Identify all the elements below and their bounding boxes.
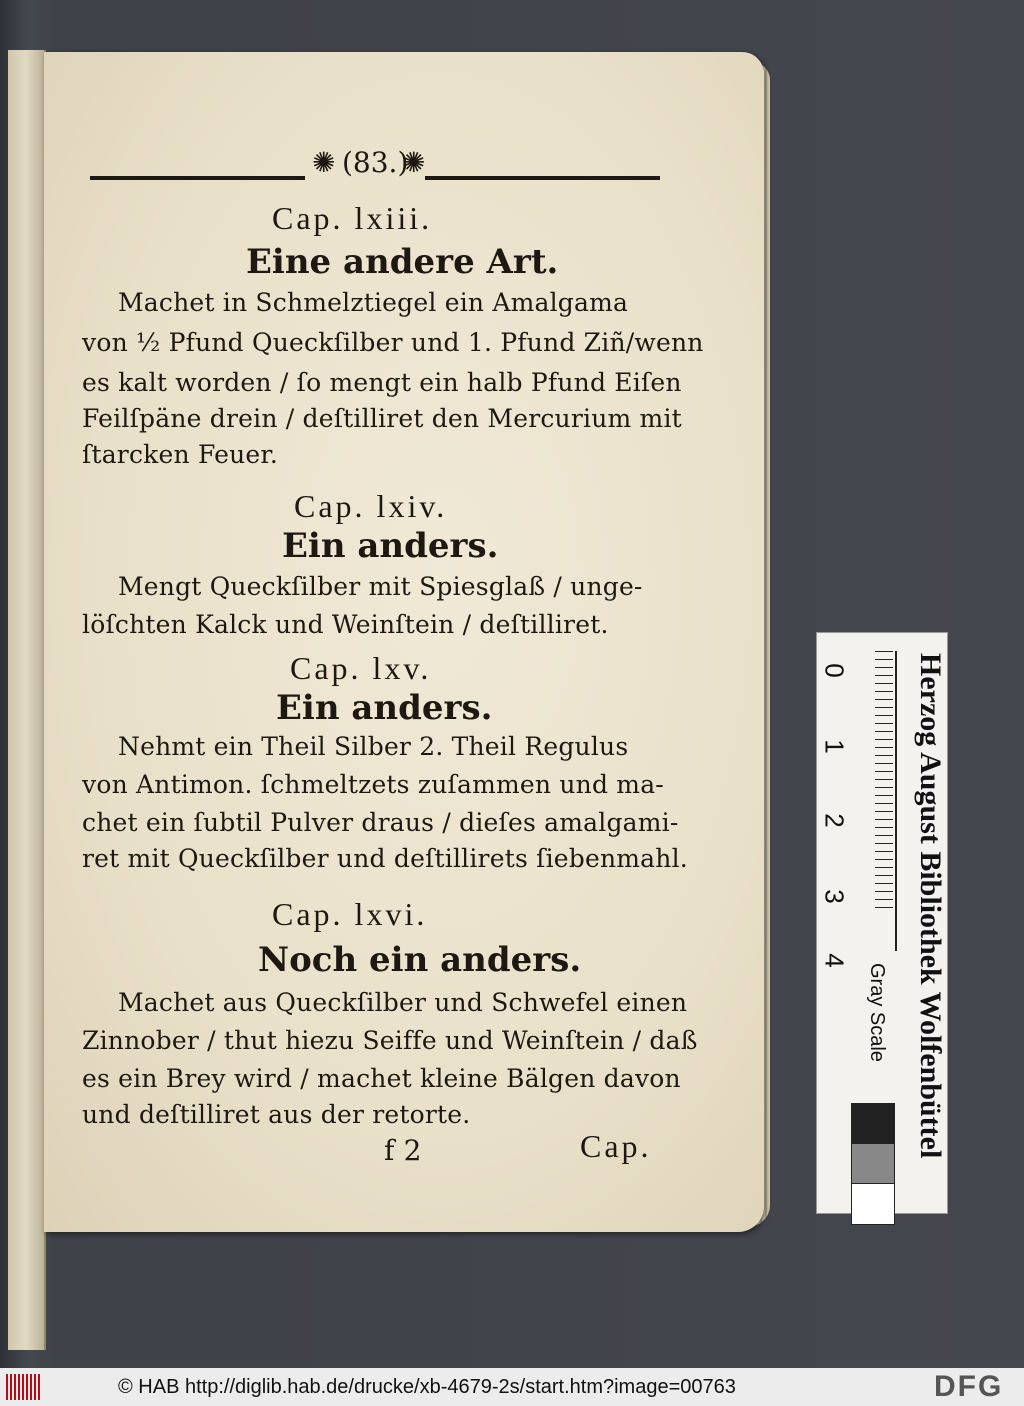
section-title: Ein anders. — [276, 688, 493, 728]
ruler-number: 3 — [819, 889, 850, 904]
text-line: von Antimon. ſchmeltzets zuſammen und ma- — [82, 770, 664, 799]
cap-heading: Cap. lxiv. — [294, 488, 448, 524]
library-brand: Herzog August Bibliothek Wolfenbüttel — [914, 653, 947, 1159]
gray-swatch-dark — [851, 1103, 895, 1145]
text-line: Machet aus Queckſilber und Schwefel einen — [118, 988, 688, 1017]
text-line: löſchten Kalck und Weinſtein / deſtilliret. — [82, 610, 609, 639]
text-line: Mengt Queckſilber mit Spiesglaß / unge- — [118, 572, 643, 601]
text-line: Feilſpäne drein / deſtilliret den Mercurium mit — [82, 404, 682, 433]
ornament-right-icon: ✺ — [402, 146, 426, 179]
header-rule-right — [425, 176, 660, 180]
signature-mark: f 2 — [384, 1134, 422, 1167]
ruler-number: 2 — [819, 813, 850, 828]
cap-heading: Cap. lxv. — [290, 650, 432, 686]
text-line: es kalt worden / ſo mengt ein halb Pfund Eiſen — [82, 368, 682, 397]
section-title: Eine andere Art. — [246, 242, 559, 282]
ruler-number: 4 — [819, 953, 850, 968]
page-number: (83.) — [342, 146, 409, 179]
text-line: es ein Brey wird / machet kleine Bälgen davon — [82, 1064, 681, 1093]
text-line: von ½ Pfund Queckſilber und 1. Pfund Ziñ/wenn — [82, 328, 704, 357]
cap-heading: Cap. lxvi. — [272, 896, 428, 932]
text-line: Machet in Schmelztiegel ein Amalgama — [118, 288, 629, 317]
ornament-left-icon: ✺ — [312, 146, 336, 179]
scale-ruler — [816, 632, 948, 1214]
ruler-number: 0 — [819, 663, 850, 678]
gray-swatch-light — [851, 1183, 895, 1225]
page-header — [90, 138, 660, 188]
section-title: Noch ein anders. — [258, 940, 582, 980]
gray-scale-label: Gray Scale — [866, 963, 888, 1062]
copyright-link[interactable]: © HAB http://diglib.hab.de/drucke/xb-4679-2s/start.htm?image=00763 — [118, 1376, 736, 1398]
ruler-ticks — [875, 651, 893, 911]
text-line: Zinnober / thut hiezu Seiffe und Weinſtein / daß — [82, 1026, 698, 1055]
gray-swatch-mid — [851, 1143, 895, 1185]
barcode-icon — [6, 1374, 42, 1400]
text-line: Nehmt ein Theil Silber 2. Theil Regulus — [118, 732, 629, 761]
cap-heading: Cap. lxiii. — [272, 200, 433, 236]
text-line: und deſtilliret aus der retorte. — [82, 1100, 471, 1129]
text-line: ret mit Queckſilber und deſtillirets ſiebenmahl. — [82, 844, 688, 873]
catchword: Cap. — [580, 1128, 652, 1164]
text-line: chet ein ſubtil Pulver draus / dieſes amalgami- — [82, 808, 679, 837]
dfg-logo: DFG — [934, 1370, 1004, 1403]
section-title: Ein anders. — [282, 526, 499, 566]
ruler-number: 1 — [819, 739, 850, 754]
viewer-footer — [0, 1368, 1024, 1406]
ruler-line — [895, 651, 897, 951]
header-rule-left — [90, 176, 305, 180]
text-line: ſtarcken Feuer. — [82, 440, 278, 469]
previous-page-edge — [8, 50, 46, 1350]
